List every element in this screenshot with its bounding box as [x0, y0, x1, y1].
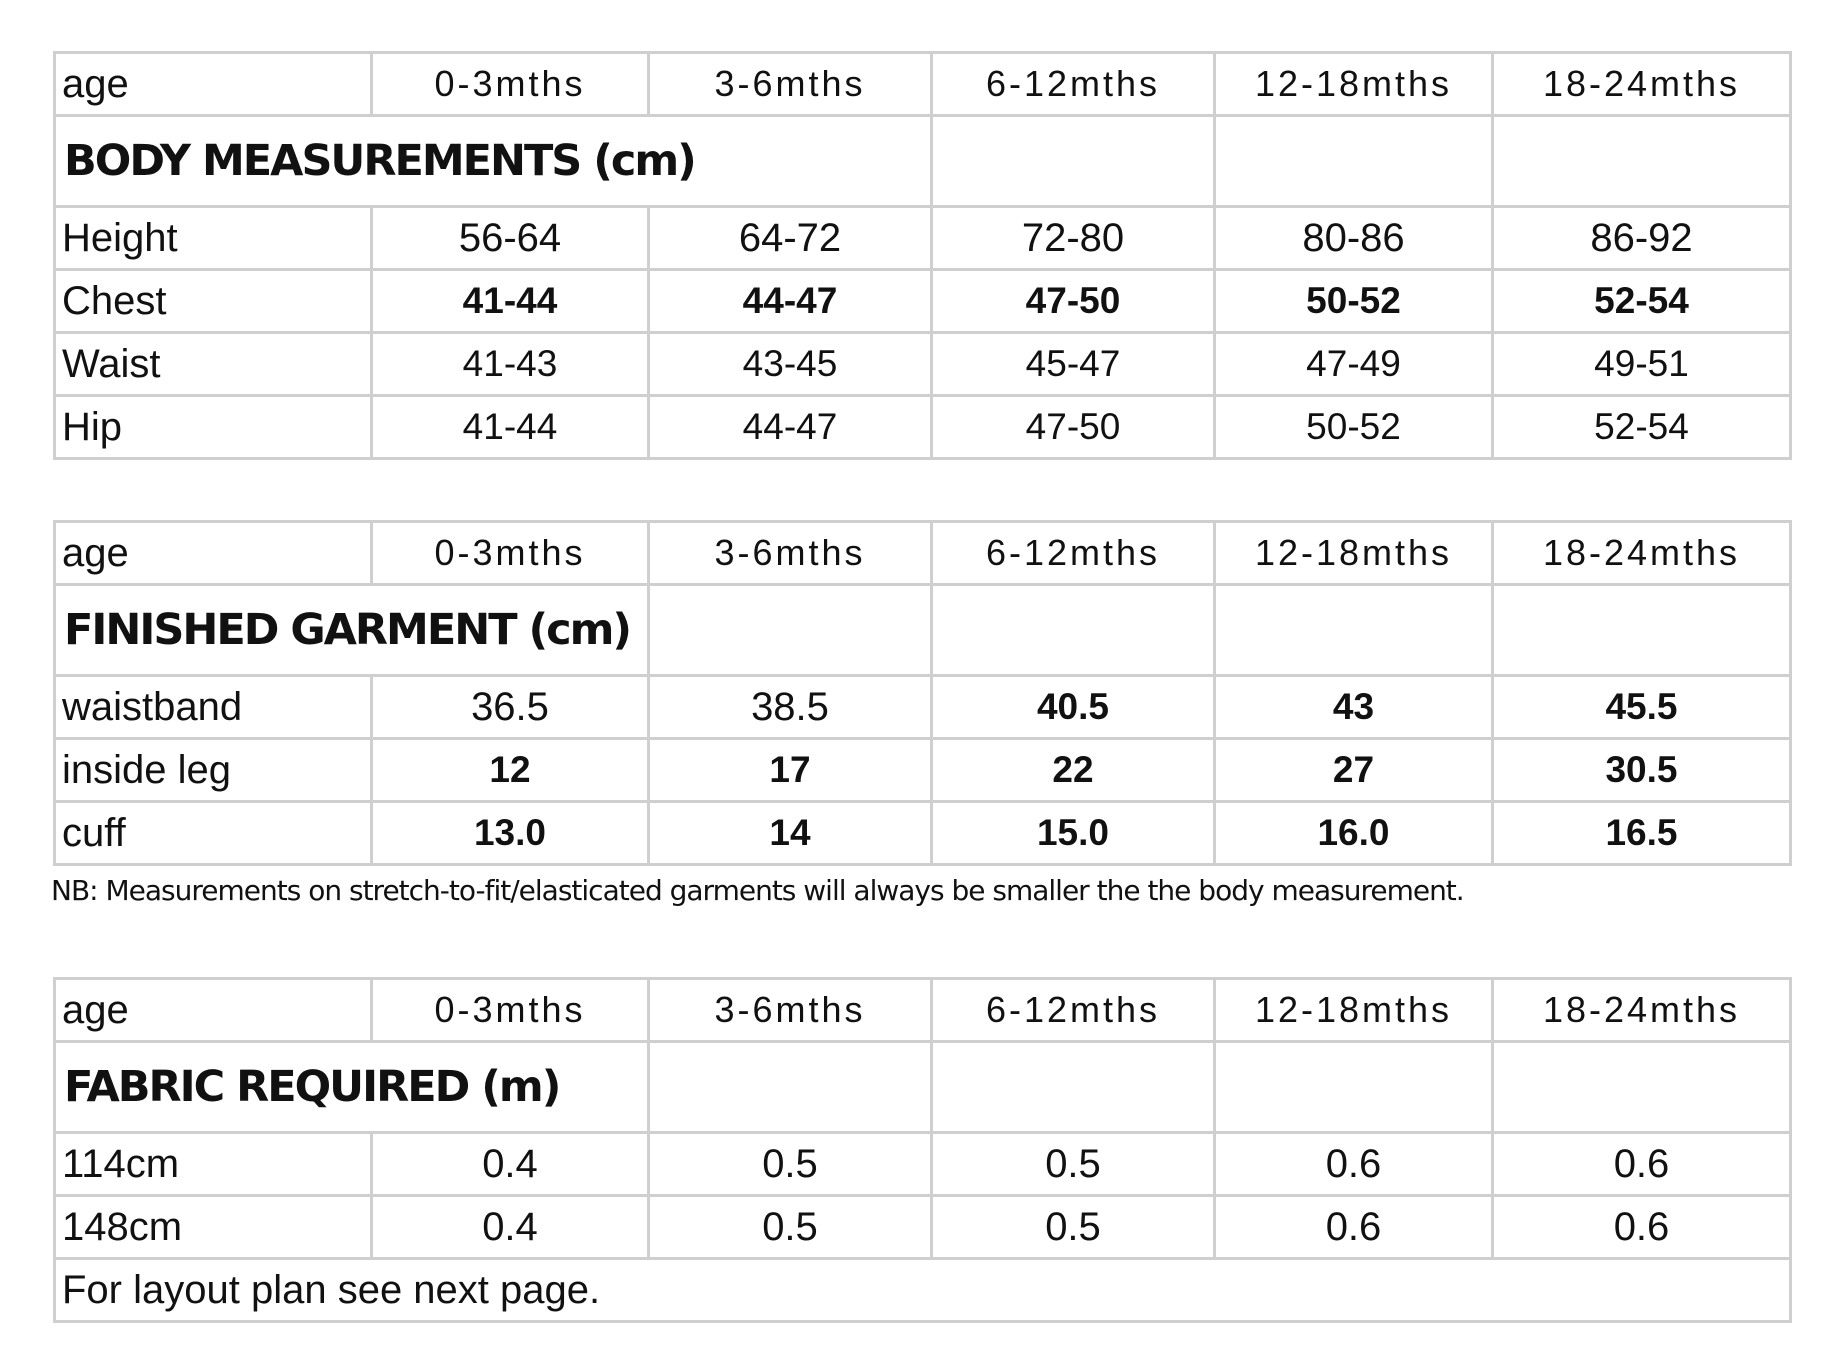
empty-cell	[1215, 1042, 1493, 1133]
section-title-row	[55, 116, 1791, 207]
empty-cell	[649, 1042, 932, 1133]
table-cell: 0.6	[1493, 1196, 1791, 1259]
table-cell: 50-52	[1215, 270, 1493, 333]
table-row	[55, 207, 1791, 270]
empty-cell	[1493, 585, 1791, 676]
table-cell: 52-54	[1493, 396, 1791, 459]
table-cell: 45.5	[1493, 676, 1791, 739]
empty-cell	[932, 116, 1215, 207]
table-row	[55, 270, 1791, 333]
table-cell: 52-54	[1493, 270, 1791, 333]
fabric-required-table	[53, 977, 1792, 1323]
table-cell: 44-47	[649, 270, 932, 333]
table-cell: 41-44	[372, 396, 649, 459]
table-cell: 0.4	[372, 1133, 649, 1196]
table-cell: 12	[372, 739, 649, 802]
table-cell: 56-64	[372, 207, 649, 270]
table-cell: 17	[649, 739, 932, 802]
section-title-row	[55, 585, 1791, 676]
age-column-header: 3-6mths	[649, 522, 932, 585]
age-column-header: 12-18mths	[1215, 53, 1493, 116]
table-row	[55, 1196, 1791, 1259]
table-cell: 43	[1215, 676, 1493, 739]
measurement-note: NB: Measurements on stretch-to-fit/elasticated garments will always be smaller the the body measurement.	[51, 874, 1464, 907]
age-column-header: 18-24mths	[1493, 522, 1791, 585]
row-label: 148cm	[55, 1196, 372, 1259]
layout-plan-note: For layout plan see next page.	[55, 1259, 1791, 1322]
table-row	[55, 802, 1791, 865]
age-label: age	[55, 522, 372, 585]
age-column-header: 12-18mths	[1215, 522, 1493, 585]
age-column-header: 18-24mths	[1493, 979, 1791, 1042]
body-measurements-table	[53, 51, 1792, 460]
table-row	[55, 739, 1791, 802]
table-cell: 49-51	[1493, 333, 1791, 396]
table-row	[55, 333, 1791, 396]
age-column-header: 6-12mths	[932, 979, 1215, 1042]
table-cell: 41-43	[372, 333, 649, 396]
empty-cell	[1493, 1042, 1791, 1133]
row-label: Chest	[55, 270, 372, 333]
age-column-header: 18-24mths	[1493, 53, 1791, 116]
table-cell: 16.0	[1215, 802, 1493, 865]
age-column-header: 0-3mths	[372, 53, 649, 116]
section-title: FABRIC REQUIRED (m)	[55, 1042, 649, 1133]
table-cell: 16.5	[1493, 802, 1791, 865]
row-label: waistband	[55, 676, 372, 739]
empty-cell	[932, 1042, 1215, 1133]
table-cell: 44-47	[649, 396, 932, 459]
row-label: inside leg	[55, 739, 372, 802]
footer-row	[55, 1259, 1791, 1322]
table-cell: 0.5	[649, 1196, 932, 1259]
table-cell: 0.5	[932, 1133, 1215, 1196]
table-cell: 15.0	[932, 802, 1215, 865]
table-cell: 22	[932, 739, 1215, 802]
table-row	[55, 676, 1791, 739]
table-cell: 30.5	[1493, 739, 1791, 802]
row-label: Height	[55, 207, 372, 270]
table-cell: 43-45	[649, 333, 932, 396]
table-cell: 0.5	[649, 1133, 932, 1196]
table-cell: 47-49	[1215, 333, 1493, 396]
age-column-header: 0-3mths	[372, 979, 649, 1042]
table-cell: 0.6	[1215, 1196, 1493, 1259]
table-cell: 45-47	[932, 333, 1215, 396]
age-header-row	[55, 522, 1791, 585]
section-title-row	[55, 1042, 1791, 1133]
empty-cell	[1215, 116, 1493, 207]
row-label: Waist	[55, 333, 372, 396]
finished-garment-table	[53, 520, 1792, 866]
row-label: Hip	[55, 396, 372, 459]
section-title: FINISHED GARMENT (cm)	[55, 585, 649, 676]
table-row	[55, 396, 1791, 459]
empty-cell	[1215, 585, 1493, 676]
table-cell: 86-92	[1493, 207, 1791, 270]
table-cell: 0.6	[1215, 1133, 1493, 1196]
table-row	[55, 1133, 1791, 1196]
row-label: 114cm	[55, 1133, 372, 1196]
table-cell: 41-44	[372, 270, 649, 333]
table-cell: 38.5	[649, 676, 932, 739]
age-header-row	[55, 53, 1791, 116]
table-cell: 0.5	[932, 1196, 1215, 1259]
age-label: age	[55, 53, 372, 116]
table-cell: 50-52	[1215, 396, 1493, 459]
age-column-header: 3-6mths	[649, 979, 932, 1042]
age-column-header: 0-3mths	[372, 522, 649, 585]
table-cell: 36.5	[372, 676, 649, 739]
row-label: cuff	[55, 802, 372, 865]
section-title: BODY MEASUREMENTS (cm)	[55, 116, 932, 207]
age-column-header: 6-12mths	[932, 522, 1215, 585]
empty-cell	[649, 585, 932, 676]
table-cell: 27	[1215, 739, 1493, 802]
table-cell: 47-50	[932, 396, 1215, 459]
table-cell: 80-86	[1215, 207, 1493, 270]
table-cell: 0.4	[372, 1196, 649, 1259]
age-label: age	[55, 979, 372, 1042]
table-cell: 72-80	[932, 207, 1215, 270]
table-cell: 14	[649, 802, 932, 865]
age-column-header: 12-18mths	[1215, 979, 1493, 1042]
table-cell: 13.0	[372, 802, 649, 865]
table-cell: 40.5	[932, 676, 1215, 739]
table-cell: 47-50	[932, 270, 1215, 333]
empty-cell	[1493, 116, 1791, 207]
age-header-row	[55, 979, 1791, 1042]
age-column-header: 6-12mths	[932, 53, 1215, 116]
age-column-header: 3-6mths	[649, 53, 932, 116]
table-cell: 64-72	[649, 207, 932, 270]
table-cell: 0.6	[1493, 1133, 1791, 1196]
empty-cell	[932, 585, 1215, 676]
